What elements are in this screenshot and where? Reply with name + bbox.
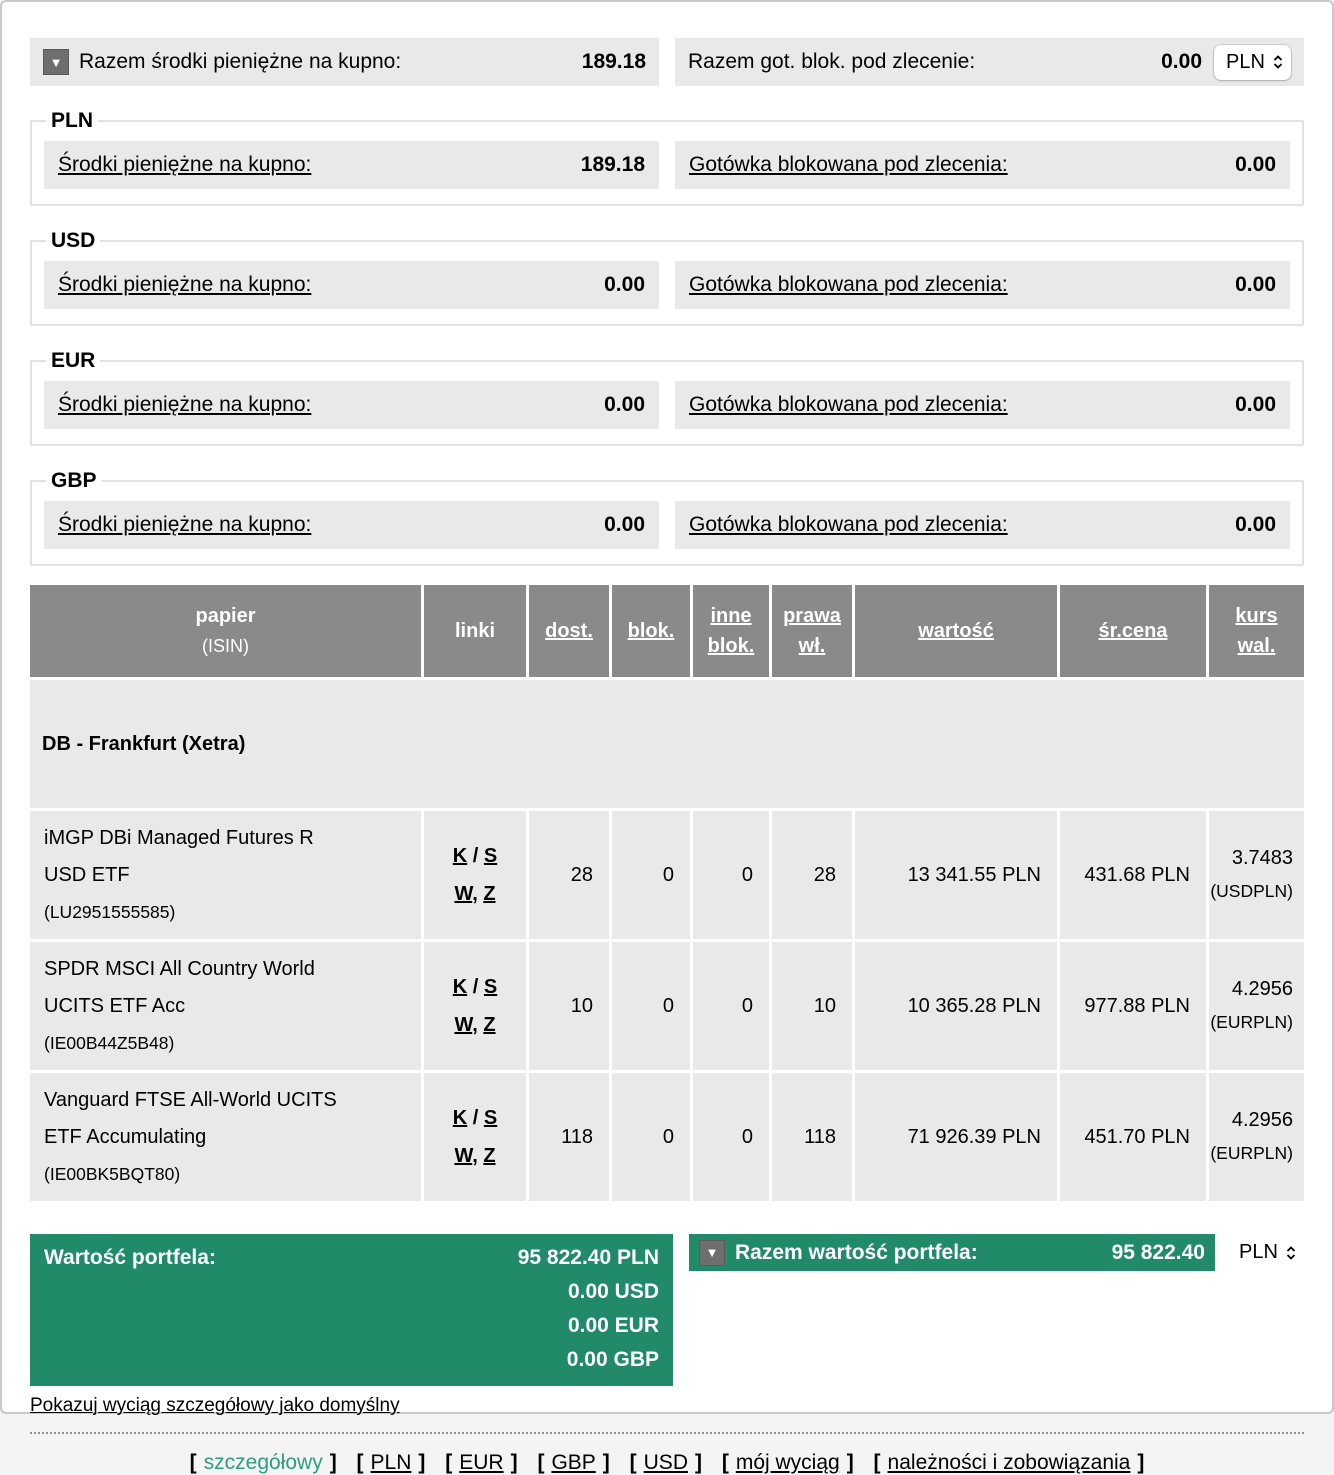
- instrument-isin: (IE00B44Z5B48): [44, 1032, 175, 1053]
- bracket: [: [445, 1451, 453, 1474]
- portfolio-value-usd: 0.00 USD: [567, 1280, 659, 1303]
- instrument-isin: (IE00BK5BQT80): [44, 1163, 181, 1184]
- blocked-link[interactable]: Gotówka blokowana pod zlecenia:: [689, 153, 1008, 176]
- blocked-bar: [675, 261, 1290, 309]
- currency-select-value: PLN: [1226, 50, 1265, 73]
- col-header-sr-cena[interactable]: śr.cena: [1060, 585, 1206, 677]
- kurs-value: 4.2956: [1231, 1109, 1293, 1131]
- currency-section-pln: [30, 109, 1304, 206]
- link-separator: ,: [472, 1145, 478, 1167]
- blok-value: 0: [612, 942, 690, 1070]
- link-separator: /: [472, 976, 479, 998]
- funds-bar: [44, 501, 659, 549]
- bracket: [: [189, 1451, 197, 1474]
- portfolio-total-value: 95 822.40: [1111, 1240, 1205, 1264]
- kurs-wal-cell: [1209, 811, 1304, 939]
- buy-link[interactable]: K: [452, 976, 468, 998]
- col-header-dost[interactable]: dost.: [529, 585, 609, 677]
- dost-value: 118: [529, 1073, 609, 1201]
- portfolio-value-pln: 95 822.40 PLN: [517, 1246, 659, 1269]
- link-separator: /: [472, 1107, 479, 1129]
- wartosc-value: 13 341.55 PLN: [855, 811, 1057, 939]
- action-links-cell: [424, 811, 526, 939]
- total-cash-bar: [30, 38, 659, 86]
- set-default-view-link[interactable]: Pokazuj wyciąg szczegółowy jako domyślny: [30, 1395, 400, 1416]
- bracket: [: [873, 1451, 881, 1474]
- bracket: ]: [602, 1451, 610, 1474]
- kurs-pair: (EURPLN): [1210, 1143, 1293, 1163]
- blocked-bar: [675, 141, 1290, 189]
- kurs-pair: (USDPLN): [1210, 881, 1293, 901]
- funds-value: 0.00: [604, 513, 645, 536]
- nav-usd[interactable]: USD: [643, 1451, 688, 1474]
- chart-link[interactable]: W: [454, 1145, 473, 1167]
- link-separator: ,: [472, 883, 478, 905]
- kurs-value: 4.2956: [1231, 978, 1293, 1000]
- bracket: [: [629, 1451, 637, 1474]
- total-blocked-bar: [675, 38, 1304, 86]
- instrument-cell: [30, 811, 421, 939]
- funds-value: 189.18: [580, 153, 645, 176]
- funds-value: 0.00: [604, 273, 645, 296]
- funds-value: 0.00: [604, 393, 645, 416]
- portfolio-currency-select[interactable]: [1227, 1235, 1304, 1270]
- total-blocked-label: Razem got. blok. pod zlecenie:: [688, 50, 976, 73]
- portfolio-currency-value: PLN: [1239, 1241, 1278, 1263]
- sell-link[interactable]: S: [483, 1107, 498, 1129]
- inne-blok-value: 0: [693, 942, 769, 1070]
- instrument-name: SPDR MSCI All Country World UCITS ETF Acc: [44, 957, 315, 1017]
- funds-link[interactable]: Środki pieniężne na kupno:: [58, 393, 312, 416]
- sr-cena-value: 977.88 PLN: [1060, 942, 1206, 1070]
- blocked-value: 0.00: [1235, 513, 1276, 536]
- link-separator: /: [472, 845, 479, 867]
- nav-szczegolowy[interactable]: szczegółowy: [203, 1451, 323, 1474]
- sr-cena-value: 431.68 PLN: [1060, 811, 1206, 939]
- kurs-value: 3.7483: [1231, 847, 1293, 869]
- instrument-cell: [30, 1073, 421, 1201]
- funds-link[interactable]: Środki pieniężne na kupno:: [58, 513, 312, 536]
- nav-naleznosci[interactable]: należności i zobowiązania: [887, 1451, 1131, 1474]
- total-cash-label: Razem środki pieniężne na kupno:: [79, 50, 402, 73]
- collapse-triangle-icon[interactable]: ▼: [43, 49, 69, 75]
- blocked-value: 0.00: [1235, 393, 1276, 416]
- sell-link[interactable]: S: [483, 976, 498, 998]
- portfolio-value-gbp: 0.00 GBP: [566, 1348, 659, 1371]
- currency-section-usd: [30, 229, 1304, 326]
- blocked-bar: [675, 381, 1290, 429]
- currency-code-label: PLN: [51, 109, 93, 132]
- orders-link[interactable]: Z: [483, 1145, 496, 1167]
- bracket: ]: [510, 1451, 518, 1474]
- col-header-blok[interactable]: blok.: [612, 585, 690, 677]
- buy-link[interactable]: K: [452, 1107, 468, 1129]
- blocked-link[interactable]: Gotówka blokowana pod zlecenia:: [689, 513, 1008, 536]
- nav-moj-wyciag[interactable]: mój wyciąg: [735, 1451, 840, 1474]
- currency-code-label: USD: [51, 229, 96, 252]
- select-updown-icon: [1272, 53, 1284, 71]
- link-separator: ,: [472, 1014, 478, 1036]
- bracket: [: [537, 1451, 545, 1474]
- action-links-cell: [424, 1073, 526, 1201]
- dost-value: 10: [529, 942, 609, 1070]
- instrument-name: iMGP DBi Managed Futures R USD ETF: [44, 826, 314, 886]
- currency-section-eur: [30, 349, 1304, 446]
- kurs-pair: (EURPLN): [1210, 1012, 1293, 1032]
- prawa-wl-value: 10: [772, 942, 852, 1070]
- kurs-wal-cell: [1209, 1073, 1304, 1201]
- orders-link[interactable]: Z: [483, 883, 496, 905]
- funds-link[interactable]: Środki pieniężne na kupno:: [58, 153, 312, 176]
- blocked-value: 0.00: [1235, 153, 1276, 176]
- funds-bar: [44, 141, 659, 189]
- funds-bar: [44, 261, 659, 309]
- col-header-inne-blok[interactable]: inne blok.: [693, 585, 769, 677]
- table-row: [30, 942, 1304, 1070]
- wartosc-value: 71 926.39 PLN: [855, 1073, 1057, 1201]
- chart-link[interactable]: W: [454, 883, 473, 905]
- sell-link[interactable]: S: [483, 845, 498, 867]
- holdings-table: [27, 582, 1307, 1204]
- portfolio-value-eur: 0.00 EUR: [567, 1314, 659, 1337]
- bracket: ]: [694, 1451, 702, 1474]
- table-row: [30, 1073, 1304, 1201]
- nav-gbp[interactable]: GBP: [551, 1451, 596, 1474]
- prawa-wl-value: 28: [772, 811, 852, 939]
- blok-value: 0: [612, 811, 690, 939]
- nav-eur[interactable]: EUR: [459, 1451, 504, 1474]
- buy-link[interactable]: K: [452, 845, 468, 867]
- col-header-kurs-wal[interactable]: kurs wal.: [1209, 585, 1304, 677]
- currency-code-label: GBP: [51, 469, 97, 492]
- bracket: [: [721, 1451, 729, 1474]
- inne-blok-value: 0: [693, 811, 769, 939]
- funds-link[interactable]: Środki pieniężne na kupno:: [58, 273, 312, 296]
- portfolio-value-label: Wartość portfela:: [44, 1246, 216, 1269]
- blocked-bar: [675, 501, 1290, 549]
- col-header-prawa-wl[interactable]: prawa wł.: [772, 585, 852, 677]
- table-row: [30, 811, 1304, 939]
- funds-bar: [44, 381, 659, 429]
- inne-blok-value: 0: [693, 1073, 769, 1201]
- view-switch-nav: [30, 1451, 1304, 1475]
- currency-section-gbp: [30, 469, 1304, 566]
- instrument-name: Vanguard FTSE All-World UCITS ETF Accumulating: [44, 1088, 337, 1148]
- prawa-wl-value: 118: [772, 1073, 852, 1201]
- col-header-isin: (ISIN): [202, 636, 249, 656]
- portfolio-total-bar: [689, 1234, 1215, 1271]
- instrument-cell: [30, 942, 421, 1070]
- col-header-wartosc[interactable]: wartość: [855, 585, 1057, 677]
- col-header-papier: papier (ISIN): [30, 585, 421, 677]
- nav-pln[interactable]: PLN: [370, 1451, 412, 1474]
- orders-link[interactable]: Z: [483, 1014, 496, 1036]
- instrument-isin: (LU2951555585): [44, 901, 176, 922]
- bracket: ]: [846, 1451, 854, 1474]
- top-summary-row: [30, 38, 1304, 86]
- blocked-link[interactable]: Gotówka blokowana pod zlecenia:: [689, 393, 1008, 416]
- market-group-header: DB - Frankfurt (Xetra): [30, 680, 1304, 808]
- kurs-wal-cell: [1209, 942, 1304, 1070]
- sr-cena-value: 451.70 PLN: [1060, 1073, 1206, 1201]
- wartosc-value: 10 365.28 PLN: [855, 942, 1057, 1070]
- dost-value: 28: [529, 811, 609, 939]
- col-header-linki: linki: [424, 585, 526, 677]
- chart-link[interactable]: W: [454, 1014, 473, 1036]
- currency-code-label: EUR: [51, 349, 96, 372]
- action-links-cell: [424, 942, 526, 1070]
- total-blocked-value: 0.00: [1161, 50, 1202, 73]
- blocked-value: 0.00: [1235, 273, 1276, 296]
- bracket: [: [356, 1451, 364, 1474]
- portfolio-summary-row: [30, 1234, 1304, 1386]
- collapse-triangle-icon[interactable]: ▼: [699, 1240, 725, 1266]
- select-updown-icon: [1285, 1244, 1297, 1262]
- dotted-separator: [30, 1432, 1304, 1434]
- blok-value: 0: [612, 1073, 690, 1201]
- portfolio-total-label: Razem wartość portfela:: [735, 1240, 978, 1264]
- portfolio-value-box: [30, 1234, 673, 1386]
- total-cash-value: 189.18: [581, 50, 646, 73]
- bracket: ]: [1137, 1451, 1145, 1474]
- bracket: ]: [329, 1451, 337, 1474]
- blocked-link[interactable]: Gotówka blokowana pod zlecenia:: [689, 273, 1008, 296]
- bracket: ]: [418, 1451, 426, 1474]
- currency-select[interactable]: [1214, 45, 1291, 80]
